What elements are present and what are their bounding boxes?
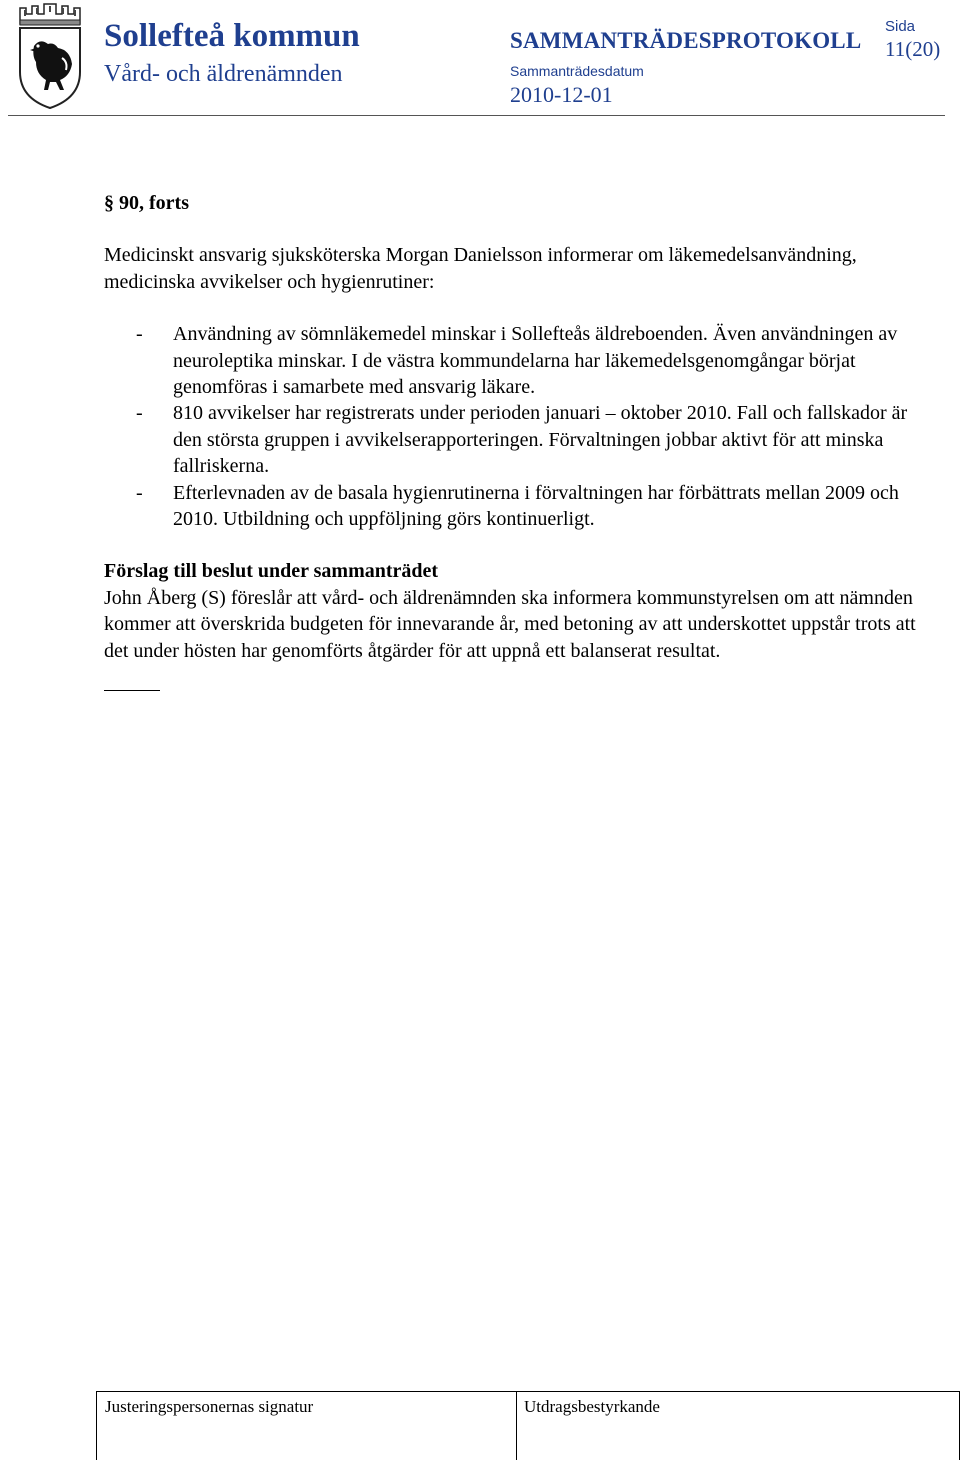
intro-paragraph: Medicinskt ansvarig sjuksköterska Morgan Danielsson informerar om läkemedelsanvändning, medicinska avvikelser och hygienrutiner: [104, 244, 857, 293]
footer-divider [516, 1392, 517, 1460]
board-name: Vård- och äldrenämnden [104, 61, 343, 87]
section-number: § 90, forts [104, 192, 189, 214]
meeting-date-label: Sammanträdesdatum [510, 63, 644, 79]
list-item [104, 480, 924, 533]
proposal-heading: Förslag till beslut under sammanträdet [104, 560, 439, 583]
page-number: 11(20) [885, 37, 941, 61]
end-of-section-line [104, 690, 160, 691]
bullet-marker: - [136, 323, 143, 346]
bullet-marker: - [136, 481, 143, 504]
proposal-paragraph: John Åberg (S) föreslår att vård- och äldrenämnden ska informera kommunstyrelsen om att nämnden kommer att överskrida budgeten för innevarande år, med betoning av att underskottet uppstår trots att det under hösten har genomförts åtgärder för att uppnå ett balanserat resultat. [104, 586, 916, 662]
page-label: Sida [885, 18, 916, 35]
list-item [104, 400, 924, 479]
document-type: SAMMANTRÄDESPROTOKOLL [510, 28, 862, 53]
bullet-marker: - [136, 402, 143, 425]
list-item-text: 810 avvikelser har registrerats under perioden januari – oktober 2010. Fall och fallskador är den största gruppen i avvikelserapporteringen. Förvaltningen jobbar aktivt för att minska fallriskerna. [173, 402, 908, 478]
meeting-date: 2010-12-01 [510, 82, 613, 107]
signature-label: Justeringspersonernas signatur [105, 1397, 314, 1416]
signature-footer [96, 1391, 960, 1460]
list-item-text: Efterlevnaden av de basala hygienrutinerna i förvaltningen har förbättrats mellan 2009 och 2010. Utbildning och uppföljning görs kontinuerligt. [173, 481, 899, 531]
certification-label: Utdragsbestyrkande [524, 1397, 660, 1416]
list-item [104, 321, 924, 400]
coat-of-arms-icon [14, 2, 86, 110]
protocol-body [104, 190, 924, 691]
organization-name: Sollefteå kommun [104, 18, 360, 54]
information-list [104, 321, 924, 532]
header-divider [8, 115, 945, 116]
list-item-text: Användning av sömnläkemedel minskar i Sollefteås äldreboenden. Även användningen av neuroleptika minskar. I de västra kommundelarna har läkemedelsgenomgångar börjat genomföras i samarbete med ansvarig läkare. [173, 323, 898, 399]
